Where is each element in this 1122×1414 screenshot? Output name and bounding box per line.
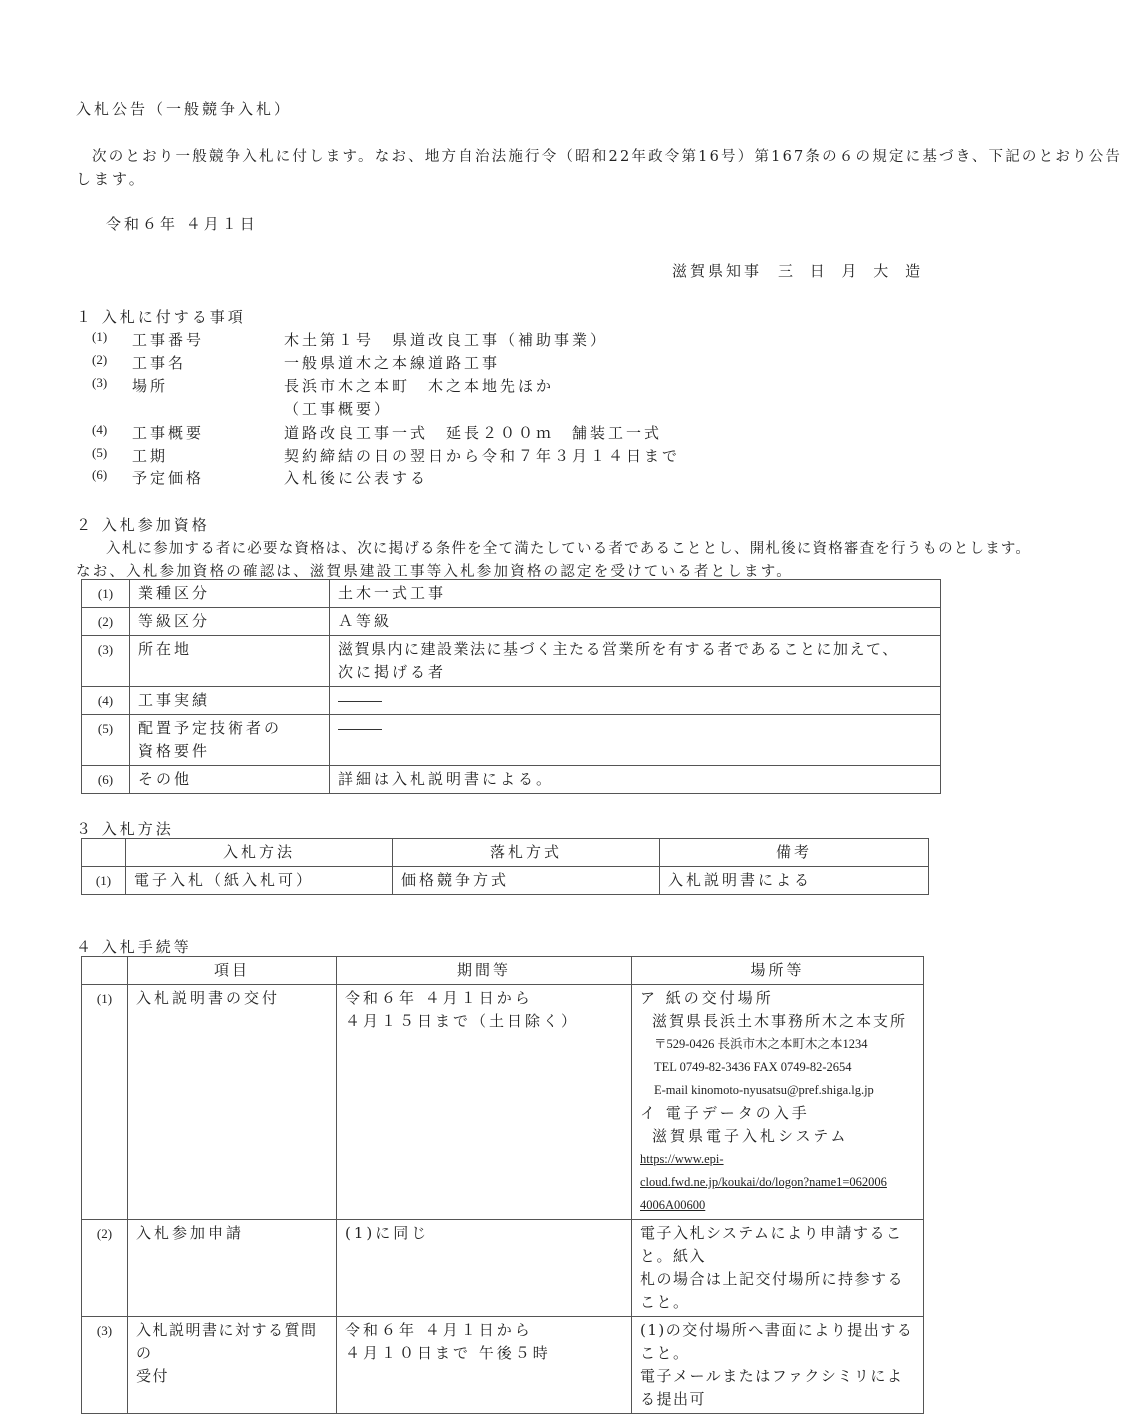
table-row — [82, 636, 941, 687]
table-cell — [632, 1317, 924, 1414]
cell-line: 電子入札システムにより申請すること。紙入 — [640, 1224, 903, 1265]
intro-line-1: 次のとおり一般競争入札に付します。なお、地方自治法施行令（昭和22年政令第16号）第167条の６の規定に基づき、下記のとおり公告 — [92, 149, 1122, 165]
row-value — [330, 636, 941, 687]
signer-title: 滋賀県知事 — [672, 262, 763, 280]
cell-line: 令和６年 ４月１日から — [345, 989, 533, 1007]
dash-line — [338, 701, 382, 702]
column-header: 落札方式 — [393, 839, 660, 867]
section2-heading: ２ 入札参加資格 — [76, 516, 210, 534]
row-value — [330, 687, 941, 715]
section1-item — [0, 445, 1000, 467]
item-value: 一般県道木之本線道路工事 — [284, 354, 501, 372]
item-label: 工期 — [132, 447, 169, 465]
item-number: (4) — [92, 422, 108, 437]
row-value: 土木一式工事 — [330, 580, 941, 608]
row-value: 詳細は入札説明書による。 — [330, 766, 941, 794]
column-header: 入札方法 — [126, 839, 393, 867]
item-number: (2) — [92, 352, 108, 367]
item-label: 工事名 — [132, 354, 187, 372]
column-header: 期間等 — [337, 957, 632, 985]
url-line[interactable]: https://www.epi- — [640, 1152, 724, 1166]
table-cell: (1)に同じ — [337, 1220, 632, 1317]
item-label: 予定価格 — [132, 469, 205, 487]
table-row — [82, 1317, 924, 1414]
row-value: Ａ等級 — [330, 608, 941, 636]
table-cell: 電子入札（紙入札可） — [126, 867, 393, 895]
table-row — [82, 608, 941, 636]
document-title: 入札公告（一般競争入札） — [76, 100, 293, 118]
column-header: 場所等 — [632, 957, 924, 985]
row-number: (1) — [82, 867, 126, 895]
dash-line — [338, 729, 382, 730]
item-label: 工事概要 — [132, 424, 205, 442]
row-value-line: 次に掲げる者 — [338, 663, 447, 681]
section1-item-continuation — [0, 398, 1000, 420]
row-value-line: 滋賀県内に建設業法に基づく主たる営業所を有する者であることに加えて、 — [338, 640, 899, 658]
table-row — [82, 766, 941, 794]
column-header: 備考 — [660, 839, 929, 867]
postal-address: 〒529-0426 長浜市木之本町木之本1234 — [654, 1037, 868, 1051]
section1-item — [0, 422, 1000, 444]
table-cell: 入札説明書の交付 — [128, 985, 337, 1220]
cell-line: 電子メールまたはファクシミリによる提出可 — [640, 1367, 904, 1408]
item-value: 入札後に公表する — [284, 469, 429, 487]
row-number: (4) — [82, 687, 130, 715]
item-number: (6) — [92, 467, 108, 482]
table-cell — [128, 1317, 337, 1414]
cell-line: ４月１０日まで 午後５時 — [345, 1344, 551, 1362]
phone-fax: TEL 0749-82-3436 FAX 0749-82-2654 — [654, 1060, 852, 1074]
item-number: (3) — [92, 375, 108, 390]
table-cell — [632, 1220, 924, 1317]
signer-name: 三 日 月 大 造 — [778, 262, 927, 280]
section1-item — [0, 352, 1000, 374]
table-cell — [337, 985, 632, 1220]
table-header-row — [82, 839, 929, 867]
row-number: (6) — [82, 766, 130, 794]
item-label: 工事番号 — [132, 331, 205, 349]
table-header-row — [82, 957, 924, 985]
table-cell — [632, 985, 924, 1220]
table-row — [82, 867, 929, 895]
row-label: 工事実績 — [130, 687, 330, 715]
row-number: (1) — [82, 985, 128, 1220]
section1-item — [0, 329, 1000, 351]
table-row — [82, 687, 941, 715]
cell-line: ４月１５日まで（土日除く） — [345, 1012, 580, 1030]
item-value: 長浜市木之本町 木之本地先ほか — [284, 377, 555, 395]
table-row — [82, 985, 924, 1220]
row-number: (3) — [82, 636, 130, 687]
table-row — [82, 715, 941, 766]
section2-para-line-2: なお、入札参加資格の確認は、滋賀県建設工事等入札参加資格の認定を受けている者とします。 — [76, 564, 793, 580]
item-value: 木土第１号 県道改良工事（補助事業） — [284, 331, 609, 349]
section1-heading: １ 入札に付する事項 — [76, 308, 246, 326]
section1-item — [0, 375, 1000, 397]
url-line[interactable]: 4006A00600 — [640, 1198, 706, 1212]
section2-para-line-1: 入札に参加する者に必要な資格は、次に掲げる条件を全て満たしている者であることとし、開札後に資格審査を行うものとします。 — [106, 541, 1032, 557]
cell-line: 入札説明書に対する質問の — [136, 1321, 318, 1362]
table-row — [82, 1220, 924, 1317]
row-value — [330, 715, 941, 766]
item-value-continuation: （工事概要） — [284, 400, 393, 418]
row-number: (3) — [82, 1317, 128, 1414]
header-blank — [82, 839, 126, 867]
row-number: (5) — [82, 715, 130, 766]
table-row — [82, 580, 941, 608]
cell-line: ア 紙の交付場所 — [640, 989, 774, 1007]
row-label — [130, 715, 330, 766]
item-label: 場所 — [132, 377, 169, 395]
notice-date: 令和６年 ４月１日 — [106, 215, 258, 233]
row-number: (2) — [82, 1220, 128, 1317]
row-label-line: 配置予定技術者の — [138, 719, 283, 737]
bidding-method-table — [81, 838, 929, 895]
section1-item — [0, 467, 1000, 489]
row-label: その他 — [130, 766, 330, 794]
header-blank — [82, 957, 128, 985]
cell-line: 受付 — [136, 1367, 170, 1385]
item-number: (1) — [92, 329, 108, 344]
item-value: 契約締結の日の翌日から令和７年３月１４日まで — [284, 447, 681, 465]
table-cell: 入札説明書による — [660, 867, 929, 895]
row-number: (1) — [82, 580, 130, 608]
eligibility-table — [81, 579, 941, 794]
intro-line-2: します。 — [76, 170, 147, 188]
system-url-link[interactable] — [640, 1148, 915, 1217]
cell-line: 札の場合は上記交付場所に持参すること。 — [640, 1270, 905, 1311]
cell-line: 滋賀県電子入札システム — [652, 1127, 849, 1145]
item-value: 道路改良工事一式 延長２００ｍ 舗装工一式 — [284, 424, 663, 442]
row-label: 業種区分 — [130, 580, 330, 608]
cell-line: 滋賀県長浜土木事務所木之本支所 — [652, 1012, 908, 1030]
section3-heading: ３ 入札方法 — [76, 820, 174, 838]
table-cell: 価格競争方式 — [393, 867, 660, 895]
row-label: 等級区分 — [130, 608, 330, 636]
row-label-line: 資格要件 — [138, 742, 211, 760]
column-header: 項目 — [128, 957, 337, 985]
cell-line: (1)の交付場所へ書面により提出すること。 — [640, 1321, 914, 1362]
email-address: E-mail kinomoto-nyusatsu@pref.shiga.lg.jp — [654, 1083, 874, 1097]
table-cell: 入札参加申請 — [128, 1220, 337, 1317]
procedure-table — [81, 956, 924, 1414]
row-label: 所在地 — [130, 636, 330, 687]
cell-line: イ 電子データの入手 — [640, 1104, 810, 1122]
row-number: (2) — [82, 608, 130, 636]
section4-heading: ４ 入札手続等 — [76, 938, 192, 956]
cell-line: 令和６年 ４月１日から — [345, 1321, 533, 1339]
table-cell — [337, 1317, 632, 1414]
item-number: (5) — [92, 445, 108, 460]
url-line[interactable]: cloud.fwd.ne.jp/koukai/do/logon?name1=062006 — [640, 1175, 887, 1189]
